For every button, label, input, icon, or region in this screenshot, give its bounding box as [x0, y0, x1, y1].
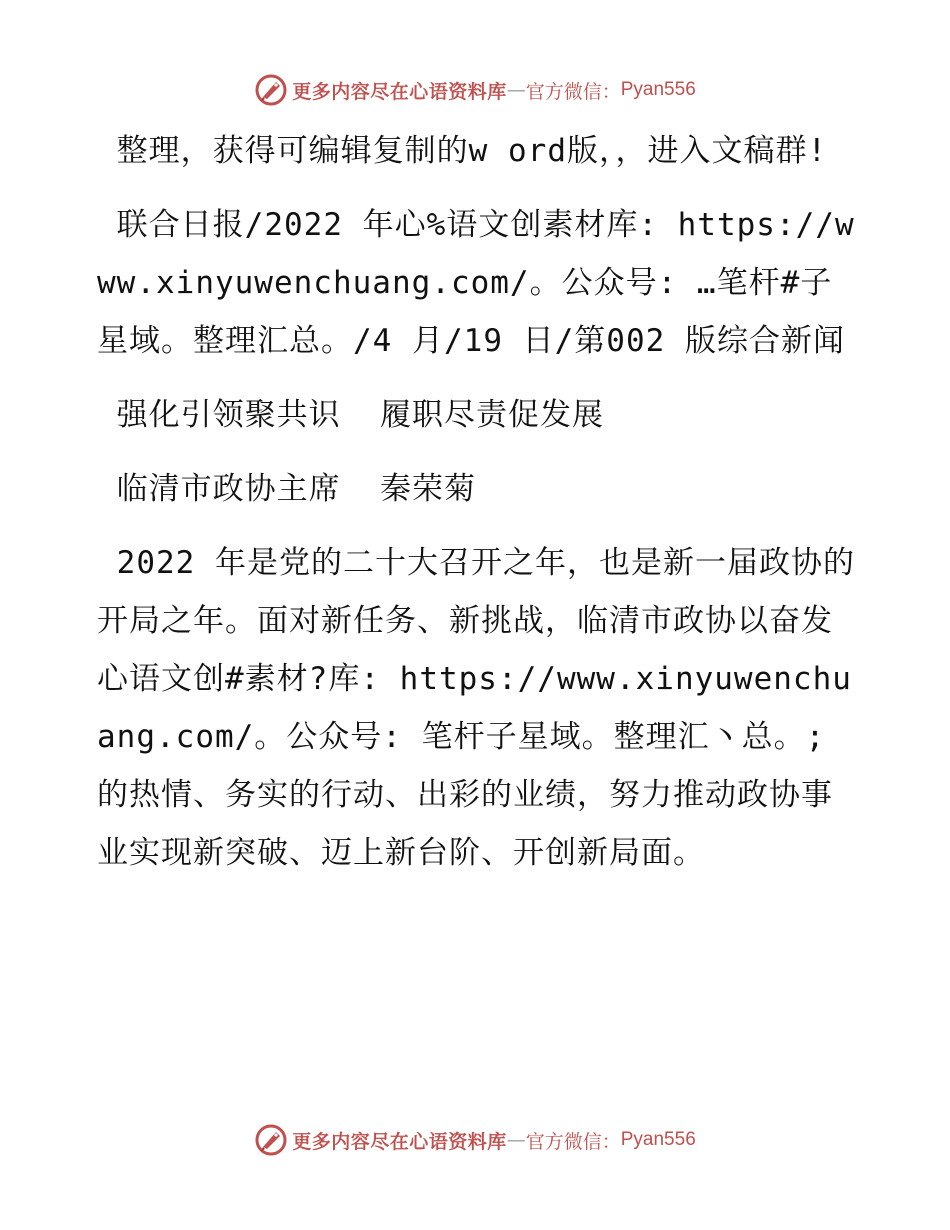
banner-wechat-label: 官方微信：: [525, 80, 621, 103]
document-body: [97, 122, 857, 898]
footer-banner: [0, 1120, 950, 1160]
paragraph-intro: 整理，获得可编辑复制的w ord版，，进入文稿群!: [97, 133, 828, 169]
banner-wechat-id: Pyan556: [620, 1129, 696, 1150]
banner-site-text: 更多内容尽在心语资料库: [292, 1130, 507, 1153]
paragraph-body: 2022 年是党的二十大召开之年，也是新一届政协的开局之年。面对新任务、新挑战，临清市政协以奋发心语文创#素材?库: https://www.xinyuwenchuang.com/。公众号: 笔杆子星域。整理汇丶总。;的热情、务实的行动、出彩的业绩，努力推动政协事业实现新突破、迈上新台阶、开创新局面。: [97, 545, 855, 871]
paragraph-source: 联合日报/2022 年心%语文创素材库: https://www.xinyuwenchuang.com/。公众号: …笔杆#子星域。整理汇总。/4 月/19 日/第002 版综合新闻: [97, 207, 855, 359]
article-title: 强化引领聚共识 履职尽责促发展: [97, 397, 604, 433]
header-banner: [0, 70, 950, 110]
banner-separator: —: [506, 1129, 526, 1151]
banner-site-text: 更多内容尽在心语资料库: [292, 80, 507, 103]
pen-nib-logo-icon: [254, 1123, 288, 1157]
article-author: 临清市政协主席 秦荣菊: [97, 471, 476, 507]
banner-wechat-label: 官方微信：: [525, 1130, 621, 1153]
banner-wechat-id: Pyan556: [620, 79, 696, 100]
pen-nib-logo-icon: [254, 73, 288, 107]
banner-separator: —: [506, 79, 526, 101]
